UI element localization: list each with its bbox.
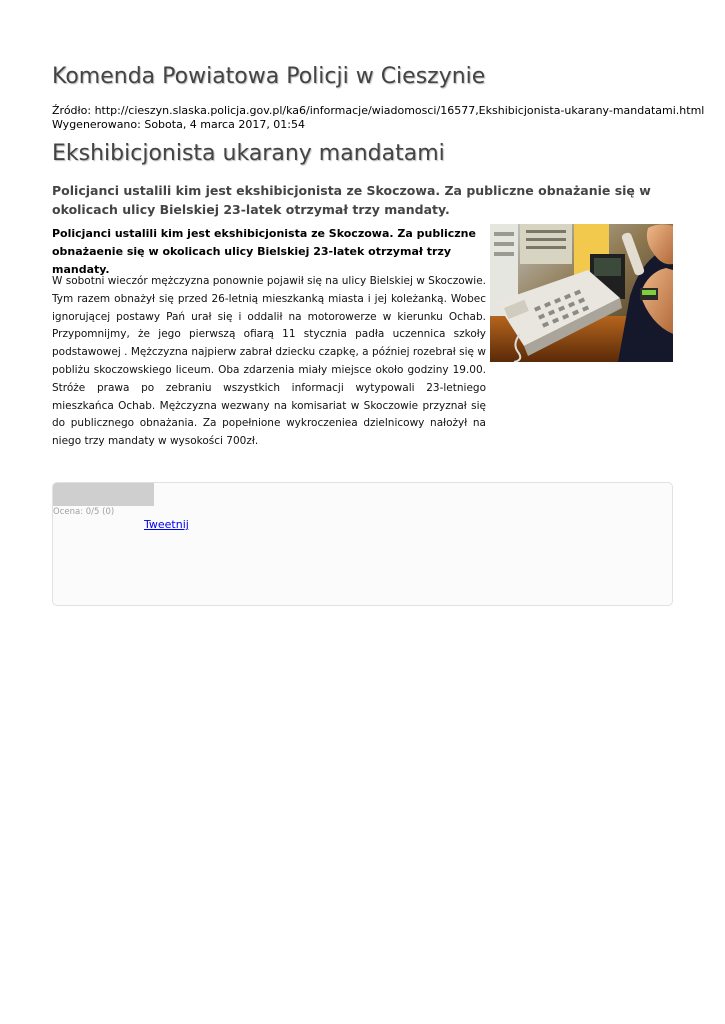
- source-line: Źródło: http://cieszyn.slaska.policja.gov.pl/ka6/informacje/wiadomosci/16577,Ekshibicjonista-ukarany-mandatami.html: [52, 104, 705, 117]
- rating-panel: [52, 482, 673, 606]
- article-lead: Policjanci ustalili kim jest ekshibicjonista ze Skoczowa. Za publiczne obnażanie się w okolicach ulicy Bielskiej 23-latek otrzymał trzy mandaty.: [52, 183, 651, 217]
- article-photo: [490, 224, 673, 362]
- rating-label: Ocena: 0/5 (0): [53, 507, 115, 517]
- site-title: Komenda Powiatowa Policji w Cieszynie: [52, 64, 486, 89]
- generated-line: Wygenerowano: Sobota, 4 marca 2017, 01:54: [52, 118, 306, 131]
- article-title: Ekshibicjonista ukarany mandatami: [52, 141, 445, 166]
- article-intro: Policjanci ustalili kim jest ekshibicjonista ze Skoczowa. Za publiczne obnażaenie się w okolicach ulicy Bielskiej 23-latek otrzymał trzy mandaty.: [52, 227, 476, 276]
- tweet-link[interactable]: Tweetnij: [144, 518, 189, 531]
- document-meta: [52, 104, 704, 132]
- rating-stars[interactable]: [53, 483, 154, 506]
- article-body: W sobotni wieczór mężczyzna ponownie pojawił się na ulicy Bielskiej w Skoczowie. Tym razem obnażył się przed 26-letnią mieszkanką miasta i jej koleżanką. Wobec ignorującej postawy Pań urał się i oddalił na motorowerze w kierunku Ochab. Przypomnijmy, że jego pierwszą ofiarą 11 stycznia padła uczennica szkoły podstawowej . Mężczyzna najpierw zabrał dziecku czapkę, a później rozebrał się w pobliżu skoczowskiego liceum. Oba zdarzenia miały miejsce około godziny 19.00. Stróże prawa po zebraniu wszystkich informacji wytypowali 23-letniego mieszkańca Ochab. Mężczyzna wezwany na komisariat w Skoczowie przyznał się do publicznego obnażania. Za popełnione wykroczeniea dzielnicowy nałożył na niego trzy mandaty w wysokości 700zł.: [52, 275, 486, 448]
- police-officer-on-phone-photo: [490, 224, 673, 362]
